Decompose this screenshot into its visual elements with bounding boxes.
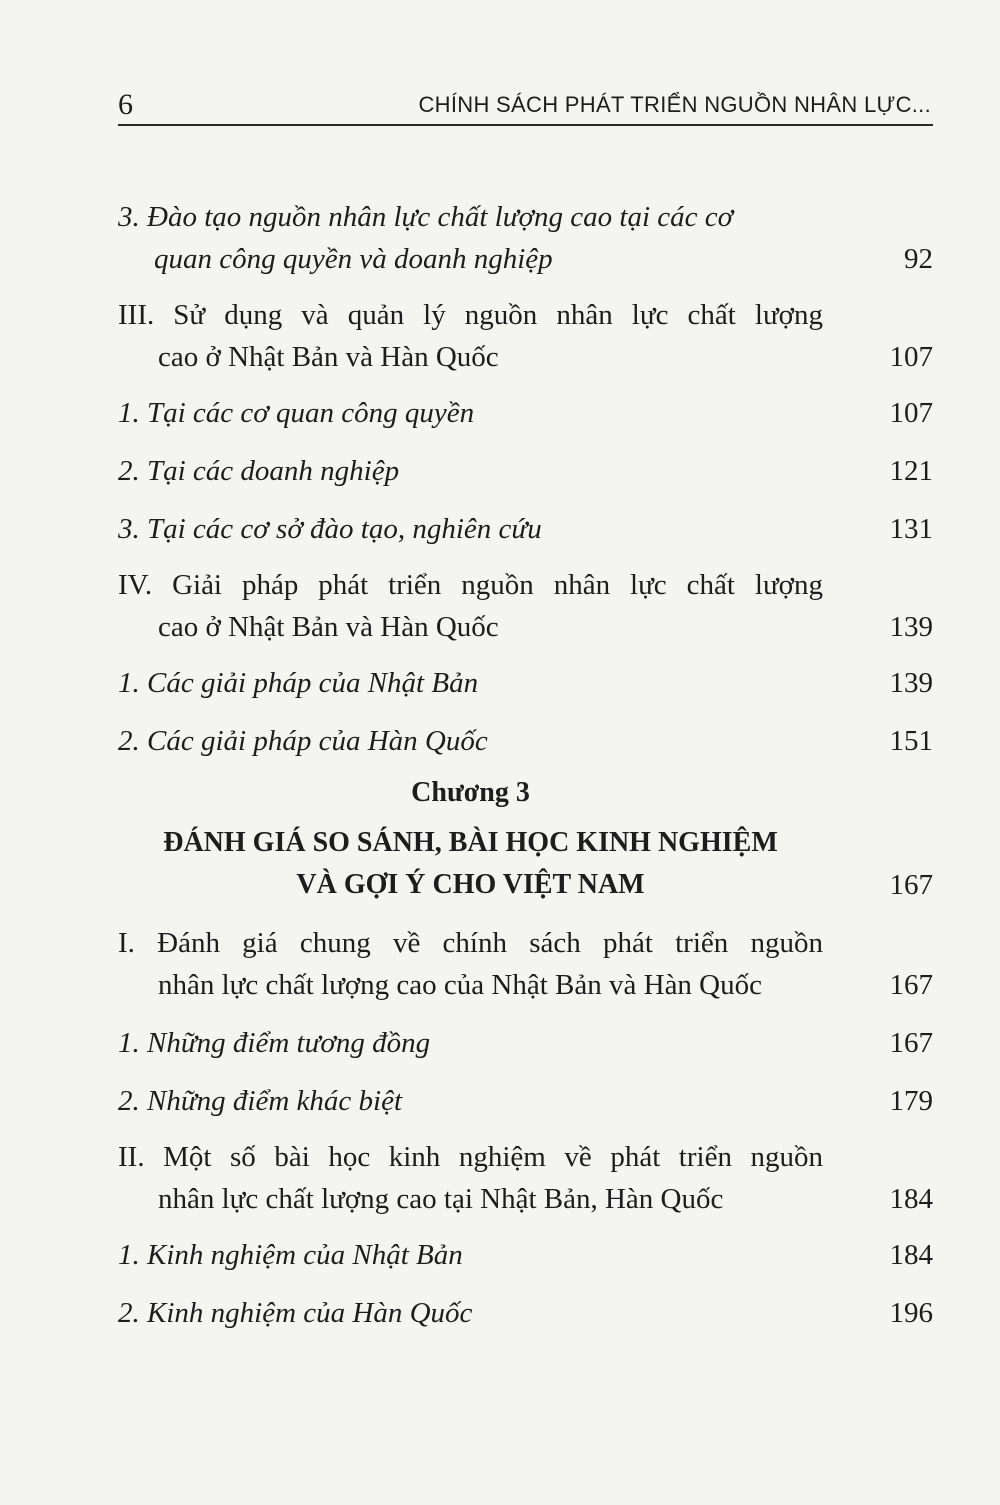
header-rule xyxy=(118,124,933,126)
chapter-label: Chương 3 xyxy=(411,777,530,808)
toc-entry xyxy=(118,508,933,550)
chapter-title-text: ĐÁNH GIÁ SO SÁNH, BÀI HỌC KINH NGHIỆM xyxy=(163,827,778,858)
toc-entry xyxy=(118,922,933,1006)
chapter-title-text: VÀ GỢI Ý CHO VIỆT NAM xyxy=(296,869,645,900)
page-number: 6 xyxy=(118,88,133,121)
toc-page-number: 151 xyxy=(889,725,933,757)
toc-entry-text: cao ở Nhật Bản và Hàn Quốc xyxy=(158,341,499,373)
toc-page-number: 196 xyxy=(889,1297,933,1329)
toc-entry xyxy=(118,1292,933,1334)
toc-entry xyxy=(118,720,933,762)
toc-entry-text: 3. Đào tạo nguồn nhân lực chất lượng cao tại các cơ xyxy=(118,201,734,233)
toc-entry-text: quan công quyền và doanh nghiệp xyxy=(154,243,553,275)
toc-page-number: 131 xyxy=(889,513,933,545)
toc-entry-text: 2. Kinh nghiệm của Hàn Quốc xyxy=(118,1297,473,1329)
toc-entry-text: I. Đánh giá chung về chính sách phát triển nguồn xyxy=(118,927,823,959)
toc-entry-text: cao ở Nhật Bản và Hàn Quốc xyxy=(158,611,499,643)
toc-page-number: 121 xyxy=(889,455,933,487)
toc-entry xyxy=(118,392,933,434)
toc-entry xyxy=(118,1234,933,1276)
toc-entry-text: 2. Tại các doanh nghiệp xyxy=(118,455,400,487)
toc-entry-text: 1. Tại các cơ quan công quyền xyxy=(118,397,475,429)
toc-entry xyxy=(118,196,933,280)
running-title: CHÍNH SÁCH PHÁT TRIỂN NGUỒN NHÂN LỰC... xyxy=(418,92,931,117)
toc-page-number: 107 xyxy=(889,341,933,373)
toc-entry-text: II. Một số bài học kinh nghiệm về phát triển nguồn xyxy=(118,1141,823,1173)
toc-entry-text: 1. Những điểm tương đồng xyxy=(118,1027,431,1059)
toc-entry-text: 2. Những điểm khác biệt xyxy=(118,1085,403,1117)
toc-entry xyxy=(118,564,933,648)
toc-page-number: 184 xyxy=(889,1239,933,1271)
toc-page-number: 184 xyxy=(889,1183,933,1215)
toc-entry xyxy=(118,1136,933,1220)
toc-page-number: 92 xyxy=(904,243,933,275)
chapter-title xyxy=(118,822,933,906)
toc-entry-text: nhân lực chất lượng cao của Nhật Bản và Hàn Quốc xyxy=(158,969,763,1001)
toc-entry-text: 3. Tại các cơ sở đào tạo, nghiên cứu xyxy=(118,513,542,545)
toc-entry-text: 2. Các giải pháp của Hàn Quốc xyxy=(118,725,488,757)
toc-page-number: 167 xyxy=(889,969,933,1001)
toc-entry-text: nhân lực chất lượng cao tại Nhật Bản, Hàn Quốc xyxy=(158,1183,724,1215)
toc-page-number: 107 xyxy=(889,397,933,429)
toc-page-number: 167 xyxy=(889,869,933,901)
toc-page-number: 167 xyxy=(889,1027,933,1059)
toc-entry xyxy=(118,294,933,378)
toc-entry xyxy=(118,1022,933,1064)
toc-entry-text: IV. Giải pháp phát triển nguồn nhân lực chất lượng xyxy=(118,569,823,601)
toc-page-number: 139 xyxy=(889,667,933,699)
toc-page-number: 139 xyxy=(889,611,933,643)
toc-entry xyxy=(118,450,933,492)
toc-entry-text: III. Sử dụng và quản lý nguồn nhân lực chất lượng xyxy=(118,299,823,331)
toc-page-number: 179 xyxy=(889,1085,933,1117)
toc-entry xyxy=(118,662,933,704)
table-of-contents xyxy=(118,196,933,1334)
running-header xyxy=(118,86,933,126)
toc-entry xyxy=(118,1080,933,1122)
toc-entry-text: 1. Kinh nghiệm của Nhật Bản xyxy=(118,1239,463,1271)
toc-entry-text: 1. Các giải pháp của Nhật Bản xyxy=(118,667,479,699)
